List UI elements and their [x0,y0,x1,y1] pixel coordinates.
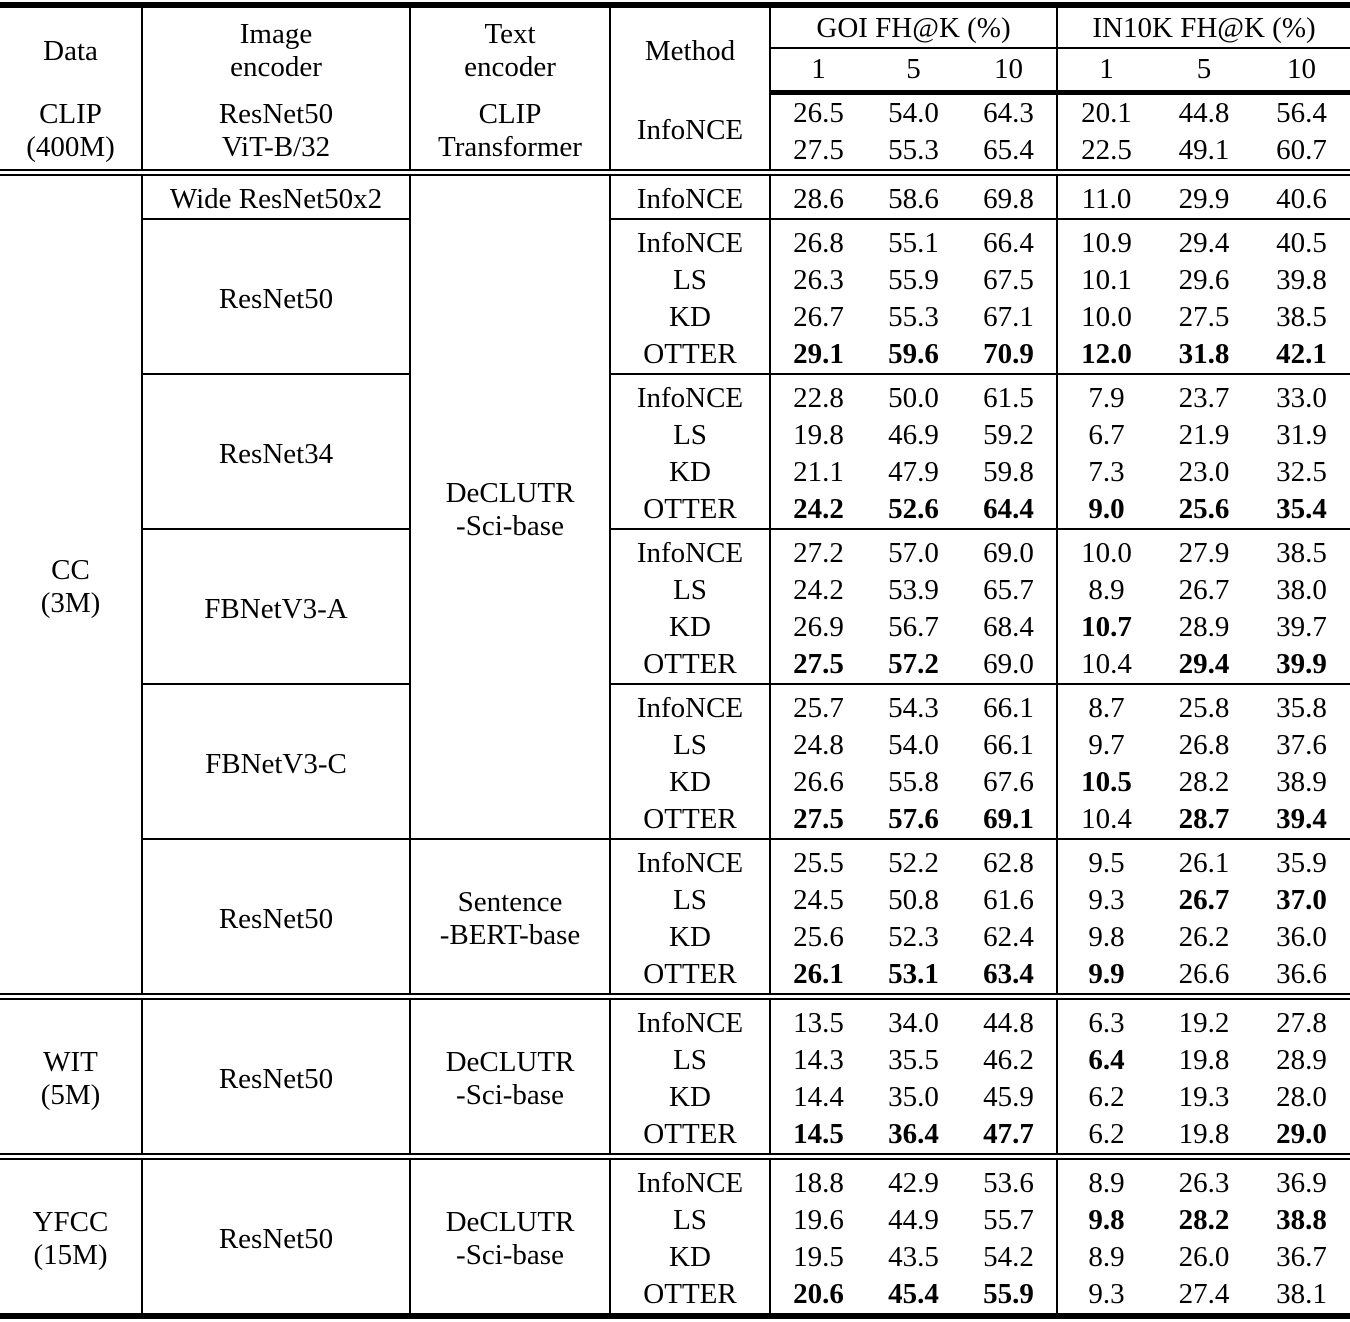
metric-cell: 26.0 [1178,1241,1230,1273]
data-cell: WIT (5M) [0,997,142,1157]
data-cell: CLIP (400M) [0,93,142,173]
metric-cell: 11.0 [1057,173,1155,220]
table-row [0,839,1350,882]
method-cell: InfoNCE [610,173,770,220]
metric-cell: 66.1 [961,727,1057,764]
data-cell: YFCC (15M) [0,1157,142,1317]
metric-cell: 28.0 [1276,1081,1327,1113]
metric-cell: 29.9 [1155,173,1253,220]
metric-cell: 6.2 [1088,1118,1125,1150]
table-row [0,529,1350,572]
in10k-group-header: IN10K FH@K (%) [1057,5,1350,48]
metric-cell: 40.5 [1253,219,1350,262]
metric-cell: 69.0 [961,529,1057,572]
metric-cell: 59.2 [961,417,1057,454]
metric-cell: 26.7 [1178,884,1230,916]
image-encoder-header-line2: encoder [230,51,322,84]
table-row [0,997,1350,1043]
metric-cell: 9.9 [1088,958,1125,990]
metric-cell: 9.7 [1088,729,1125,761]
metric-cell: 52.6 [888,493,939,525]
metric-cell: 36.0 [1276,921,1327,953]
text-encoder-column-header [410,5,610,93]
metric-cell: 52.3 [888,921,939,953]
metric-cell: 27.5 [793,803,844,835]
metric-cell: 57.6 [888,803,939,835]
metric-cell: 62.4 [961,919,1057,956]
metric-cell: 28.2 [1178,766,1230,798]
metric-cell: 25.6 [1178,493,1230,525]
metric-cell: 25.5 [770,839,866,882]
metric-cell: 69.1 [961,801,1057,839]
method-cell: KD [610,454,770,491]
metric-cell: 28.9 [1178,611,1230,643]
metric-cell: 14.4 [793,1081,844,1113]
table-row [0,684,1350,727]
results-table [0,2,1350,1319]
metric-cell: 69.0 [961,646,1057,684]
metric-cell: 49.1 [1178,134,1230,166]
metric-cell: 37.0 [1276,884,1327,916]
metric-cell: 29.1 [793,338,844,370]
metric-cell: 38.1 [1276,1278,1327,1310]
metric-cell: 21.9 [1178,419,1230,451]
metric-cell: 28.9 [1276,1044,1327,1076]
metric-cell: 45.9 [961,1079,1057,1116]
metric-cell: 10.4 [1081,648,1132,680]
metric-cell: 61.5 [961,374,1057,417]
metric-cell: 54.0 [888,97,939,129]
image-encoder-cell: ResNet34 [142,374,410,529]
metric-cell: 67.1 [961,299,1057,336]
metric-cell: 6.2 [1088,1081,1125,1113]
metric-cell: 19.8 [793,419,844,451]
metric-cell: 66.4 [961,219,1057,262]
table-row [0,219,1350,262]
metric-cell: 19.5 [793,1241,844,1273]
metric-cell: 27.8 [1253,997,1350,1043]
metric-cell: 69.8 [961,173,1057,220]
metric-cell: 52.2 [866,839,961,882]
metric-cell: 38.0 [1276,574,1327,606]
metric-cell: 19.6 [793,1204,844,1236]
metric-cell: 62.8 [961,839,1057,882]
metric-cell: 27.5 [793,134,844,166]
metric-cell: 19.3 [1178,1081,1230,1113]
text-encoder-cell: DeCLUTR -Sci-base [410,1157,610,1317]
image-encoder-column-header [142,5,410,93]
metric-cell: 55.9 [888,264,939,296]
text-encoder-header-line2: encoder [464,51,556,84]
group-header-row [0,5,1350,48]
metric-cell: 57.0 [866,529,961,572]
metric-cell: 26.3 [1155,1157,1253,1203]
metric-cell: 39.9 [1276,648,1327,680]
metric-cell: 26.1 [793,958,844,990]
metric-cell: 24.5 [793,884,844,916]
metric-cell: 56.4 [1276,97,1327,129]
metric-cell: 26.6 [1178,958,1230,990]
metric-cell: 10.5 [1081,766,1132,798]
metric-cell: 8.9 [1088,1241,1125,1273]
metric-cell: 38.5 [1276,301,1327,333]
metric-cell: 24.2 [793,493,844,525]
metric-cell: 35.5 [888,1044,939,1076]
metric-cell: 26.5 [793,97,844,129]
metric-cell: 29.0 [1276,1118,1327,1150]
metric-cell: 25.8 [1155,684,1253,727]
metric-cell: 61.6 [961,882,1057,919]
image-encoder-cell: FBNetV3-C [142,684,410,839]
table-row [0,93,1350,133]
metric-cell: 59.6 [888,338,939,370]
table-header [0,5,1350,93]
metric-cell: 39.7 [1276,611,1327,643]
metric-cell: 31.9 [1276,419,1327,451]
image-encoder-cell: FBNetV3-A [142,529,410,684]
method-cell: LS [610,262,770,299]
metric-cell: 21.1 [793,456,844,488]
goi-k5-header: 5 [866,48,961,93]
metric-cell: 10.7 [1081,611,1132,643]
metric-cell: 65.4 [961,132,1057,173]
data-cell: CC (3M) [0,173,142,997]
metric-cell: 27.5 [1178,301,1230,333]
metric-cell: 56.7 [888,611,939,643]
metric-cell: 9.3 [1088,884,1125,916]
metric-cell: 57.2 [888,648,939,680]
metric-cell: 19.2 [1155,997,1253,1043]
metric-cell: 40.6 [1253,173,1350,220]
metric-cell: 29.6 [1178,264,1230,296]
method-cell: OTTER [610,646,770,684]
image-encoder-cell: ResNet50 ViT-B/32 [142,93,410,173]
metric-cell: 20.6 [793,1278,844,1310]
metric-cell: 33.0 [1253,374,1350,417]
metric-cell: 53.6 [961,1157,1057,1203]
metric-cell: 59.8 [961,454,1057,491]
metric-cell: 45.4 [888,1278,939,1310]
metric-cell: 46.9 [888,419,939,451]
metric-cell: 26.3 [793,264,844,296]
metric-cell: 37.6 [1276,729,1327,761]
method-cell: OTTER [610,801,770,839]
method-cell: InfoNCE [610,374,770,417]
metric-cell: 44.9 [888,1204,939,1236]
metric-cell: 50.8 [888,884,939,916]
metric-cell: 38.8 [1276,1204,1327,1236]
in10k-k5-header: 5 [1155,48,1253,93]
method-cell: InfoNCE [610,684,770,727]
metric-cell: 67.6 [961,764,1057,801]
metric-cell: 7.3 [1088,456,1125,488]
metric-cell: 46.2 [961,1042,1057,1079]
table-row [0,173,1350,220]
metric-cell: 47.7 [961,1116,1057,1157]
metric-cell: 10.0 [1057,529,1155,572]
image-encoder-cell: ResNet50 [142,219,410,374]
method-cell: OTTER [610,336,770,374]
metric-cell: 50.0 [866,374,961,417]
image-encoder-cell: ResNet50 [142,839,410,997]
metric-cell: 63.4 [961,956,1057,997]
metric-cell: 36.6 [1276,958,1327,990]
metric-cell: 53.1 [888,958,939,990]
metric-cell: 6.4 [1088,1044,1125,1076]
text-encoder-cell: CLIP Transformer [410,93,610,173]
metric-cell: 19.8 [1178,1118,1230,1150]
metric-cell: 14.3 [793,1044,844,1076]
metric-cell: 54.3 [866,684,961,727]
metric-cell: 38.5 [1253,529,1350,572]
method-cell: InfoNCE [610,839,770,882]
metric-cell: 28.7 [1178,803,1230,835]
text-encoder-header-line1: Text [484,18,536,51]
method-cell: OTTER [610,1276,770,1316]
method-cell: KD [610,764,770,801]
method-cell: InfoNCE [610,93,770,173]
data-column-header: Data [0,5,142,93]
metric-cell: 32.5 [1276,456,1327,488]
table-row [0,374,1350,417]
metric-cell: 44.8 [1178,97,1230,129]
method-cell: InfoNCE [610,1157,770,1203]
metric-cell: 55.3 [888,301,939,333]
metric-cell: 26.7 [1178,574,1230,606]
metric-cell: 70.9 [961,336,1057,374]
metric-cell: 60.7 [1276,134,1327,166]
metric-cell: 9.8 [1088,1204,1125,1236]
metric-cell: 55.7 [961,1202,1057,1239]
metric-cell: 10.0 [1081,301,1132,333]
metric-cell: 65.7 [961,572,1057,609]
method-cell: KD [610,919,770,956]
metric-cell: 9.0 [1088,493,1125,525]
metric-cell: 39.8 [1276,264,1327,296]
metric-cell: 22.8 [770,374,866,417]
metric-cell: 19.8 [1178,1044,1230,1076]
metric-cell: 23.7 [1155,374,1253,417]
method-cell: LS [610,1042,770,1079]
in10k-k10-header: 10 [1253,48,1350,93]
metric-cell: 26.7 [793,301,844,333]
metric-cell: 35.4 [1276,493,1327,525]
image-encoder-header-line1: Image [239,18,313,51]
metric-cell: 55.8 [888,766,939,798]
in10k-k1-header: 1 [1057,48,1155,93]
metric-cell: 27.5 [793,648,844,680]
method-column-header: Method [610,5,770,93]
metric-cell: 20.1 [1081,97,1132,129]
metric-cell: 22.5 [1081,134,1132,166]
metric-cell: 35.9 [1253,839,1350,882]
metric-cell: 26.9 [793,611,844,643]
metric-cell: 26.2 [1178,921,1230,953]
metric-cell: 14.5 [793,1118,844,1150]
metric-cell: 9.5 [1057,839,1155,882]
method-cell: LS [610,572,770,609]
metric-cell: 10.4 [1081,803,1132,835]
metric-cell: 8.9 [1088,574,1125,606]
metric-cell: 36.9 [1253,1157,1350,1203]
metric-cell: 47.9 [888,456,939,488]
method-cell: LS [610,727,770,764]
metric-cell: 18.8 [770,1157,866,1203]
method-cell: LS [610,417,770,454]
metric-cell: 31.8 [1178,338,1230,370]
metric-cell: 26.8 [770,219,866,262]
image-encoder-cell: ResNet50 [142,997,410,1157]
metric-cell: 68.4 [961,609,1057,646]
metric-cell: 28.6 [770,173,866,220]
metric-cell: 29.4 [1178,648,1230,680]
goi-k1-header: 1 [770,48,866,93]
metric-cell: 42.1 [1276,338,1327,370]
method-cell: KD [610,299,770,336]
method-cell: KD [610,609,770,646]
metric-cell: 39.4 [1276,803,1327,835]
metric-cell: 24.8 [793,729,844,761]
method-cell: OTTER [610,1116,770,1157]
metric-cell: 9.3 [1088,1278,1125,1310]
metric-cell: 36.4 [888,1118,939,1150]
metric-cell: 26.1 [1155,839,1253,882]
metric-cell: 35.8 [1253,684,1350,727]
metric-cell: 25.6 [793,921,844,953]
metric-cell: 9.8 [1088,921,1125,953]
method-cell: InfoNCE [610,997,770,1043]
metric-cell: 44.8 [961,997,1057,1043]
method-cell: InfoNCE [610,529,770,572]
metric-cell: 54.0 [888,729,939,761]
metric-cell: 27.4 [1178,1278,1230,1310]
metric-cell: 8.7 [1057,684,1155,727]
text-encoder-cell: Sentence -BERT-base [410,839,610,997]
metric-cell: 25.7 [770,684,866,727]
metric-cell: 26.6 [793,766,844,798]
metric-cell: 55.1 [866,219,961,262]
metric-cell: 64.4 [961,491,1057,529]
metric-cell: 36.7 [1276,1241,1327,1273]
metric-cell: 29.4 [1155,219,1253,262]
method-cell: OTTER [610,491,770,529]
goi-group-header: GOI FH@K (%) [770,5,1057,48]
table-row [0,1157,1350,1203]
goi-k10-header: 10 [961,48,1057,93]
metric-cell: 26.8 [1178,729,1230,761]
metric-cell: 55.3 [888,134,939,166]
text-encoder-cell: DeCLUTR -Sci-base [410,997,610,1157]
metric-cell: 10.1 [1081,264,1132,296]
method-cell: InfoNCE [610,219,770,262]
metric-cell: 10.9 [1057,219,1155,262]
table-body [0,93,1350,1317]
metric-cell: 64.3 [961,93,1057,133]
metric-cell: 54.2 [961,1239,1057,1276]
text-encoder-cell: DeCLUTR -Sci-base [410,173,610,840]
metric-cell: 27.2 [770,529,866,572]
metric-cell: 27.9 [1155,529,1253,572]
metric-cell: 58.6 [866,173,961,220]
metric-cell: 38.9 [1276,766,1327,798]
method-cell: KD [610,1079,770,1116]
metric-cell: 23.0 [1178,456,1230,488]
metric-cell: 67.5 [961,262,1057,299]
metric-cell: 53.9 [888,574,939,606]
metric-cell: 43.5 [888,1241,939,1273]
metric-cell: 42.9 [866,1157,961,1203]
metric-cell: 66.1 [961,684,1057,727]
metric-cell: 12.0 [1081,338,1132,370]
metric-cell: 24.2 [793,574,844,606]
metric-cell: 6.7 [1088,419,1125,451]
metric-cell: 8.9 [1057,1157,1155,1203]
method-cell: LS [610,882,770,919]
method-cell: OTTER [610,956,770,997]
metric-cell: 35.0 [888,1081,939,1113]
image-encoder-cell: Wide ResNet50x2 [142,173,410,220]
metric-cell: 6.3 [1057,997,1155,1043]
metric-cell: 28.2 [1178,1204,1230,1236]
image-encoder-cell: ResNet50 [142,1157,410,1317]
method-cell: KD [610,1239,770,1276]
metric-cell: 7.9 [1057,374,1155,417]
metric-cell: 55.9 [961,1276,1057,1316]
metric-cell: 34.0 [866,997,961,1043]
metric-cell: 13.5 [770,997,866,1043]
method-cell: LS [610,1202,770,1239]
